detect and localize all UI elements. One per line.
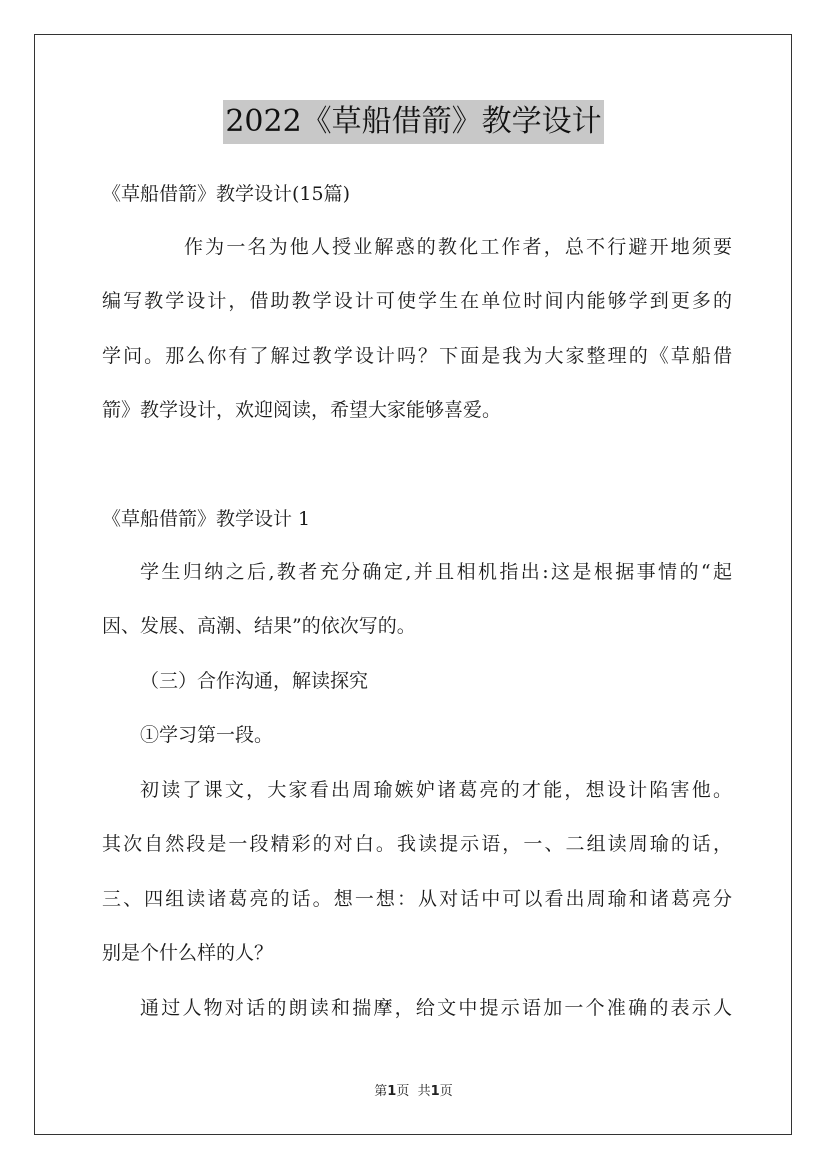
body-line-6: 其次自然段是一段精彩的对白。我读提示语，一、二组读周瑜的话， bbox=[102, 833, 732, 855]
footer-total-suffix: 页 bbox=[439, 1084, 453, 1099]
body-line-9: 通过人物对话的朗读和揣摩，给文中提示语加一个准确的表示人 bbox=[140, 997, 732, 1019]
intro-line-2: 编写教学设计，借助教学设计可使学生在单位时间内能够学到更多的 bbox=[102, 290, 732, 312]
footer-page-prefix: 第 bbox=[374, 1084, 388, 1099]
footer-page-number: 1 bbox=[387, 1084, 397, 1099]
intro-line-1: 作为一名为他人授业解惑的教化工作者，总不行避开地须要 bbox=[184, 236, 732, 258]
title-block bbox=[0, 100, 827, 144]
intro-line-4: 箭》教学设计，欢迎阅读，希望大家能够喜爱。 bbox=[102, 399, 502, 421]
subsection-heading: （三）合作沟通，解读探究 bbox=[140, 670, 369, 692]
footer-page-suffix: 页 bbox=[396, 1084, 410, 1099]
body-line-7: 三、四组读诸葛亮的话。想一想：从对话中可以看出周瑜和诸葛亮分 bbox=[102, 888, 732, 910]
intro-line-3: 学问。那么你有了解过教学设计吗？下面是我为大家整理的《草船借 bbox=[102, 345, 732, 367]
body-line-2: 因、发展、高潮、结果”的依次写的。 bbox=[102, 615, 416, 637]
body-line-1: 学生归纳之后,教者充分确定,并且相机指出:这是根据事情的“起 bbox=[140, 561, 732, 583]
body-line-8: 别是个什么样的人？ bbox=[102, 942, 274, 964]
page-footer bbox=[0, 1083, 827, 1101]
document-title: 2022《草船借箭》教学设计 bbox=[223, 100, 603, 144]
document-subtitle: 《草船借箭》教学设计(15篇) bbox=[102, 183, 351, 205]
footer-total-number: 1 bbox=[430, 1084, 440, 1099]
footer-total-prefix: 共 bbox=[417, 1084, 431, 1099]
body-line-5: 初读了课文，大家看出周瑜嫉妒诸葛亮的才能，想设计陷害他。 bbox=[140, 779, 732, 801]
section-heading: 《草船借箭》教学设计 1 bbox=[102, 508, 311, 530]
body-line-4: ①学习第一段。 bbox=[140, 724, 274, 746]
